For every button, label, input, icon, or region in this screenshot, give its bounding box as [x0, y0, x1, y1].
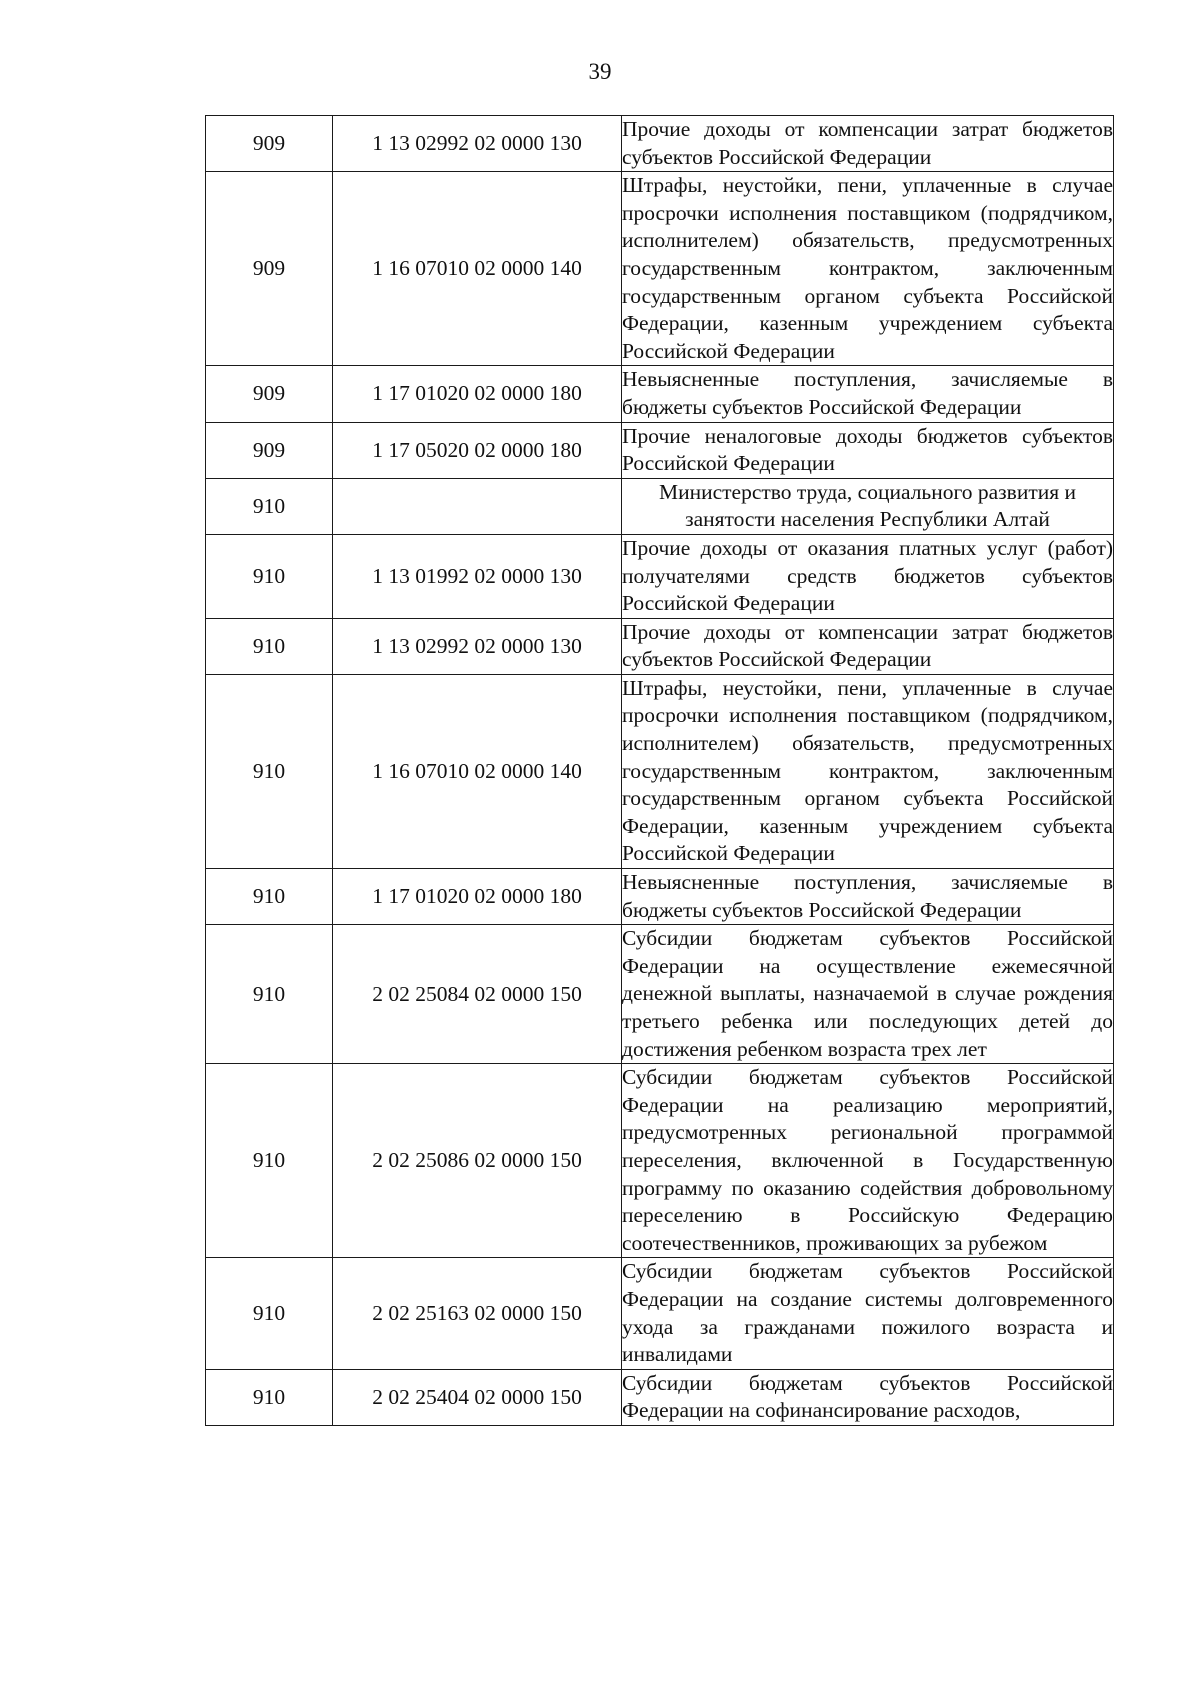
- revenue-code-cell: 2 02 25086 02 0000 150: [333, 1064, 622, 1258]
- admin-code-cell: 910: [206, 674, 333, 868]
- admin-code-cell: 910: [206, 618, 333, 674]
- revenue-description-cell: Штрафы, неустойки, пени, уплаченные в случае просрочки исполнения поставщиком (подрядчиком, исполнителем) обязательств, предусмотренных государственным контрактом, заключенным государственным органом субъекта Российской Федерации, казенным учреждением субъекта Российской Федерации: [622, 172, 1114, 366]
- table-row: [206, 618, 1114, 674]
- revenue-code-cell: 1 17 01020 02 0000 180: [333, 366, 622, 422]
- administrator-name-cell: Министерство труда, социального развития и занятости населения Республики Алтай: [622, 478, 1114, 534]
- revenue-code-cell: 1 13 02992 02 0000 130: [333, 618, 622, 674]
- revenue-description-cell: Прочие доходы от компенсации затрат бюджетов субъектов Российской Федерации: [622, 116, 1114, 172]
- table-row: [206, 1064, 1114, 1258]
- revenue-description-cell: Прочие доходы от оказания платных услуг (работ) получателями средств бюджетов субъектов Российской Федерации: [622, 534, 1114, 618]
- table-row: [206, 1369, 1114, 1425]
- revenue-code-cell: 1 16 07010 02 0000 140: [333, 674, 622, 868]
- admin-code-cell: 910: [206, 1064, 333, 1258]
- revenue-codes-table: [205, 115, 1114, 1426]
- admin-code-cell: 910: [206, 869, 333, 925]
- revenue-description-cell: Невыясненные поступления, зачисляемые в бюджеты субъектов Российской Федерации: [622, 869, 1114, 925]
- table-row: [206, 116, 1114, 172]
- revenue-description-cell: Субсидии бюджетам субъектов Российской Федерации на реализацию мероприятий, предусмотренных региональной программой переселения, включенной в Государственную программу по оказанию содействия добровольному переселению в Российскую Федерацию соотечественников, проживающих за рубежом: [622, 1064, 1114, 1258]
- page-number: 39: [588, 59, 612, 84]
- admin-code-cell: 909: [206, 366, 333, 422]
- admin-code-cell: 910: [206, 925, 333, 1064]
- table-row: [206, 422, 1114, 478]
- admin-code-cell: 909: [206, 116, 333, 172]
- table-row: [206, 1258, 1114, 1369]
- revenue-code-cell: 2 02 25404 02 0000 150: [333, 1369, 622, 1425]
- revenue-description-cell: Прочие неналоговые доходы бюджетов субъектов Российской Федерации: [622, 422, 1114, 478]
- table-row: [206, 534, 1114, 618]
- table-body: [206, 116, 1114, 1426]
- revenue-description-cell: Прочие доходы от компенсации затрат бюджетов субъектов Российской Федерации: [622, 618, 1114, 674]
- revenue-code-cell: 1 13 02992 02 0000 130: [333, 116, 622, 172]
- table-row: [206, 172, 1114, 366]
- revenue-code-cell: 1 13 01992 02 0000 130: [333, 534, 622, 618]
- revenue-description-cell: Невыясненные поступления, зачисляемые в бюджеты субъектов Российской Федерации: [622, 366, 1114, 422]
- table-row-administrator-header: [206, 478, 1114, 534]
- revenue-description-cell: Субсидии бюджетам субъектов Российской Федерации на создание системы долговременного ухода за гражданами пожилого возраста и инвалидами: [622, 1258, 1114, 1369]
- revenue-code-cell: 1 16 07010 02 0000 140: [333, 172, 622, 366]
- revenue-code-cell: 2 02 25163 02 0000 150: [333, 1258, 622, 1369]
- table-row: [206, 366, 1114, 422]
- revenue-code-cell: 2 02 25084 02 0000 150: [333, 925, 622, 1064]
- revenue-description-cell: Субсидии бюджетам субъектов Российской Федерации на осуществление ежемесячной денежной выплаты, назначаемой в случае рождения третьего ребенка или последующих детей до достижения ребенком возраста трех лет: [622, 925, 1114, 1064]
- revenue-code-cell: 1 17 05020 02 0000 180: [333, 422, 622, 478]
- admin-code-cell: 909: [206, 172, 333, 366]
- revenue-description-cell: Субсидии бюджетам субъектов Российской Федерации на софинансирование расходов,: [622, 1369, 1114, 1425]
- revenue-code-cell: 1 17 01020 02 0000 180: [333, 869, 622, 925]
- admin-code-cell: 910: [206, 478, 333, 534]
- admin-code-cell: 909: [206, 422, 333, 478]
- table-row: [206, 674, 1114, 868]
- admin-code-cell: 910: [206, 1369, 333, 1425]
- admin-code-cell: 910: [206, 1258, 333, 1369]
- revenue-description-cell: Штрафы, неустойки, пени, уплаченные в случае просрочки исполнения поставщиком (подрядчиком, исполнителем) обязательств, предусмотренных государственным контрактом, заключенным государственным органом субъекта Российской Федерации, казенным учреждением субъекта Российской Федерации: [622, 674, 1114, 868]
- admin-code-cell: 910: [206, 534, 333, 618]
- table-row: [206, 869, 1114, 925]
- revenue-code-cell: [333, 478, 622, 534]
- table-row: [206, 925, 1114, 1064]
